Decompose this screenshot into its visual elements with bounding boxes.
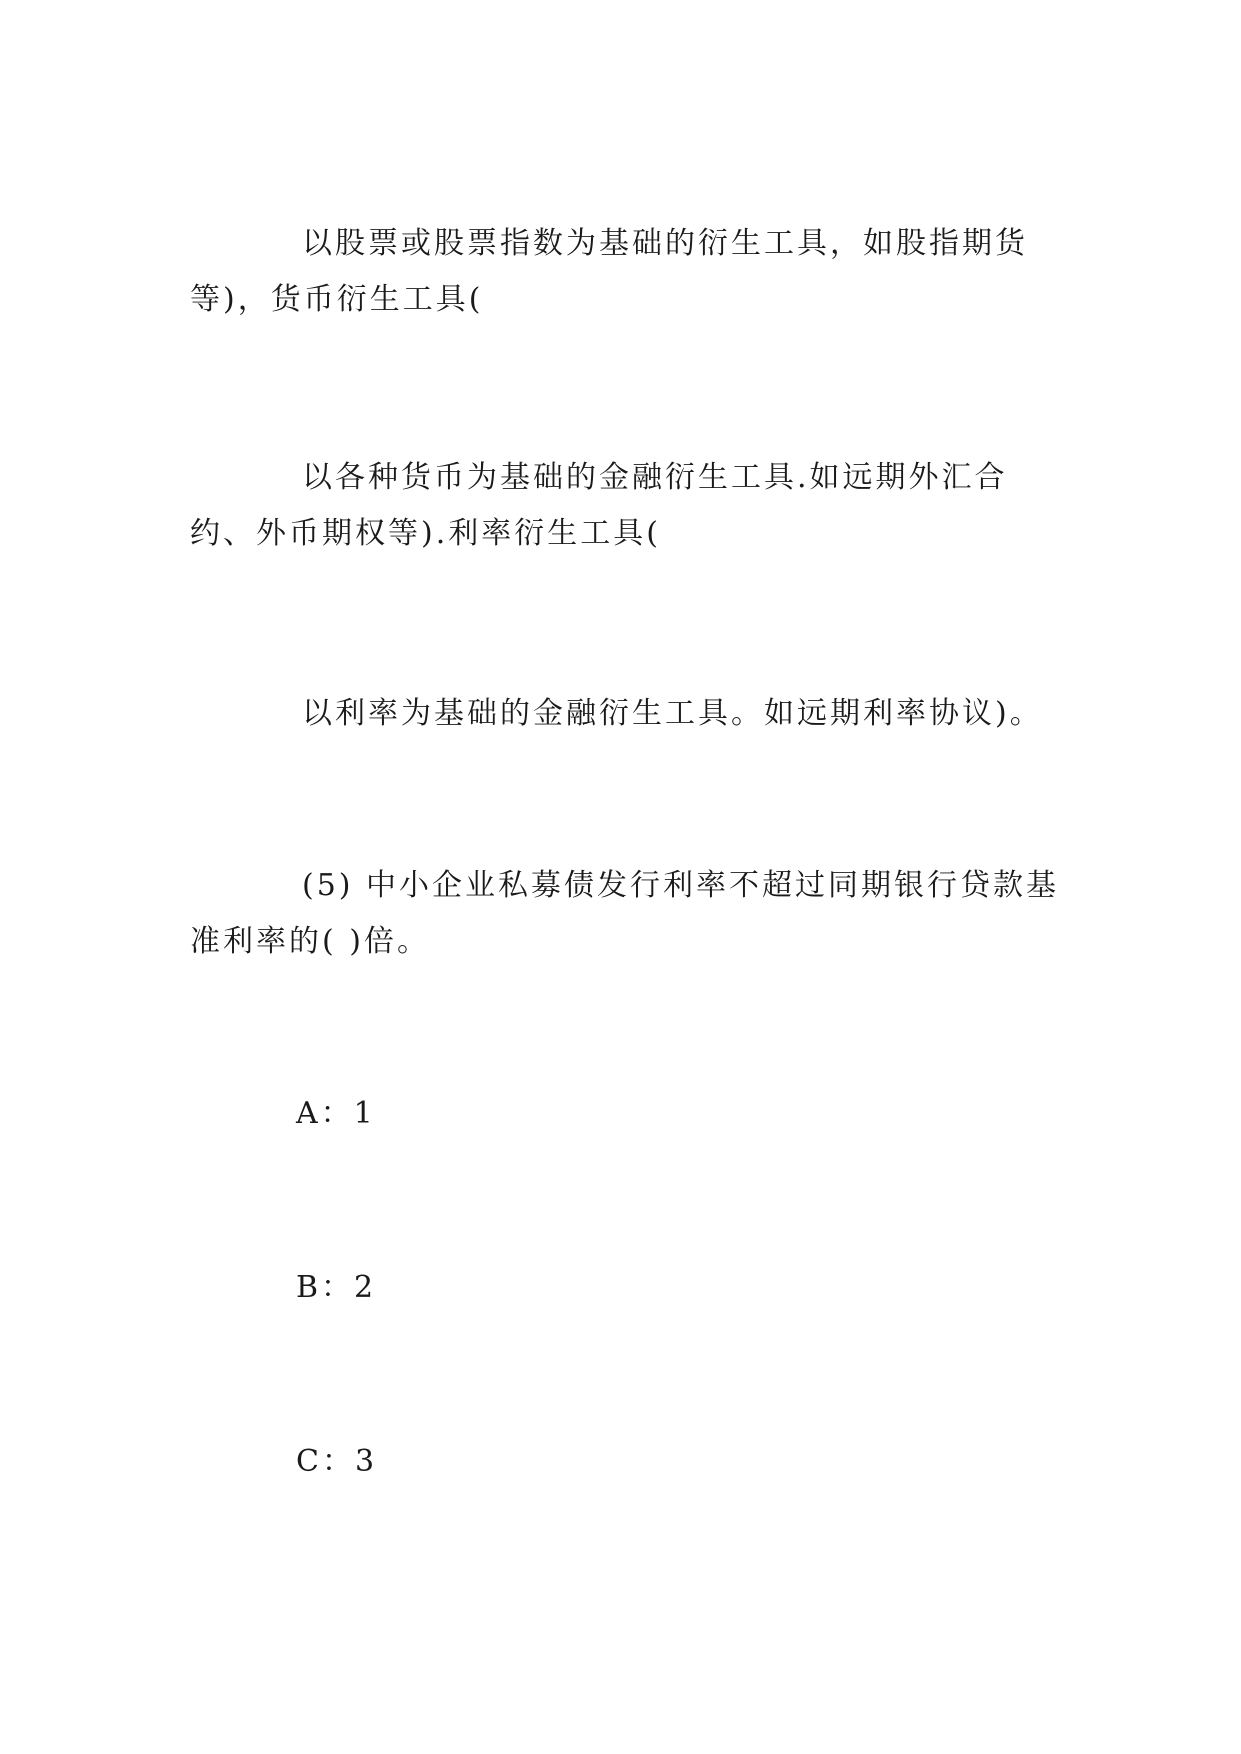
option-b: B：2 xyxy=(296,1270,377,1305)
question-5: (5) 中小企业私募债发行利率不超过同期银行贷款基准利率的( )倍。 xyxy=(190,868,1060,959)
option-c: C：3 xyxy=(296,1444,378,1479)
paragraph-interest-rate-derivatives: 以利率为基础的金融衍生工具。如远期利率协议)。 xyxy=(302,696,1043,731)
option-a: A：1 xyxy=(296,1096,376,1131)
paragraph-currency-derivatives: 以各种货币为基础的金融衍生工具.如远期外汇合约、外币期权等).利率衍生工具( xyxy=(190,460,1008,551)
paragraph-stock-derivatives: 以股票或股票指数为基础的衍生工具，如股指期货等)，货币衍生工具( xyxy=(190,226,1028,317)
